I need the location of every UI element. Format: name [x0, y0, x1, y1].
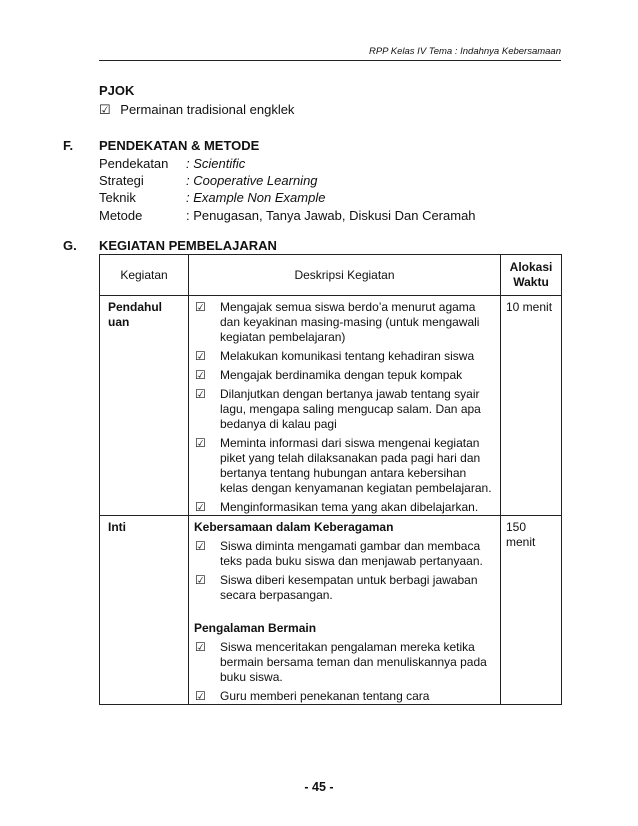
- checkbox-icon: ☑: [195, 500, 206, 514]
- method-label: Metode: [99, 208, 143, 223]
- checkbox-icon: ☑: [195, 368, 206, 382]
- time-cell: [501, 516, 562, 705]
- method-value: : Example Non Example: [186, 190, 326, 205]
- checkbox-icon: ☑: [195, 436, 206, 450]
- page-number: - 45 -: [304, 780, 334, 794]
- table-header-row: [100, 255, 562, 296]
- time-value: 10 menit: [506, 300, 553, 314]
- list-item: [194, 500, 494, 515]
- list-item: [194, 573, 494, 603]
- section-f-letter: F.: [63, 138, 74, 153]
- section-g-title: KEGIATAN PEMBELAJARAN: [99, 238, 277, 253]
- subheading: Pengalaman Bermain: [194, 621, 317, 635]
- list-item-text: Dilanjutkan dengan bertanya jawab tentang syair lagu, mengapa saling mengucap salam. Dan apa bedanya di kalau pagi: [220, 387, 481, 431]
- method-label: Teknik: [99, 190, 136, 205]
- pjok-item-label: Permainan tradisional engklek: [120, 102, 295, 117]
- running-header: RPP Kelas IV Tema : Indahnya Kebersamaan: [99, 46, 561, 61]
- header-kegiatan: Kegiatan: [100, 255, 189, 296]
- list-item: [194, 539, 494, 569]
- list-item: [194, 349, 494, 364]
- pjok-item: [99, 101, 294, 118]
- header-alokasi: Alokasi Waktu: [501, 255, 562, 296]
- checkbox-icon: ☑: [195, 539, 206, 553]
- checkbox-icon: ☑: [195, 640, 206, 654]
- list-item-text: Mengajak berdinamika dengan tepuk kompak: [220, 368, 463, 382]
- method-value: : Penugasan, Tanya Jawab, Diskusi Dan Ceramah: [186, 208, 476, 223]
- list-item: [194, 436, 494, 496]
- description-cell: [189, 296, 501, 516]
- list-item-text: Guru memberi penekanan tentang cara: [220, 689, 430, 703]
- row-label: Pendahuluan: [108, 300, 163, 329]
- checkbox-icon: ☑: [195, 349, 206, 363]
- section-f-title: PENDEKATAN & METODE: [99, 138, 260, 153]
- list-item-text: Mengajak semua siswa berdo’a menurut agama dan keyakinan masing-masing (untuk mengawali kegiatan pembelajaran): [220, 300, 480, 344]
- description-cell: [189, 516, 501, 705]
- activity-table: [99, 254, 562, 705]
- checkbox-icon: ☑: [99, 102, 111, 117]
- checkbox-icon: ☑: [195, 387, 206, 401]
- method-value: : Scientific: [186, 156, 246, 171]
- checkbox-icon: ☑: [195, 689, 206, 703]
- method-label: Strategi: [99, 173, 144, 188]
- method-value: : Cooperative Learning: [186, 173, 318, 188]
- list-item-text: Siswa menceritakan pengalaman mereka ketika bermain bersama teman dan menuliskannya pada buku siswa.: [220, 640, 487, 684]
- checkbox-icon: ☑: [195, 573, 206, 587]
- header-deskripsi: Deskripsi Kegiatan: [189, 255, 501, 296]
- list-item-text: Menginformasikan tema yang akan dibelajarkan.: [220, 500, 479, 514]
- row-label-cell: [100, 296, 189, 516]
- table-row: [100, 516, 562, 705]
- list-item-text: Siswa diberi kesempatan untuk berbagi jawaban secara berpasangan.: [220, 573, 478, 602]
- list-item: [194, 640, 494, 685]
- list-item: [194, 689, 494, 704]
- section-g-letter: G.: [63, 238, 77, 253]
- list-item-text: Meminta informasi dari siswa mengenai kegiatan piket yang telah dilaksanakan pada pagi hari dan bertanya tentang hubungan antara kebersihan kelas dengan kenyamanan kegiatan pembelajaran.: [220, 436, 492, 495]
- subheading: Kebersamaan dalam Keberagaman: [194, 520, 394, 534]
- list-item-text: Siswa diminta mengamati gambar dan membaca teks pada buku siswa dan menjawab pertanyaan.: [220, 539, 483, 568]
- checkbox-icon: ☑: [195, 300, 206, 314]
- row-label-cell: [100, 516, 189, 705]
- table-row: [100, 296, 562, 516]
- list-item: [194, 300, 494, 345]
- time-cell: [501, 296, 562, 516]
- list-item-text: Melakukan komunikasi tentang kehadiran siswa: [220, 349, 475, 363]
- row-label: Inti: [108, 520, 126, 534]
- time-value: 150 menit: [506, 520, 536, 549]
- list-item: [194, 368, 494, 383]
- pjok-heading: PJOK: [99, 83, 135, 98]
- method-label: Pendekatan: [99, 156, 169, 171]
- list-item: [194, 387, 494, 432]
